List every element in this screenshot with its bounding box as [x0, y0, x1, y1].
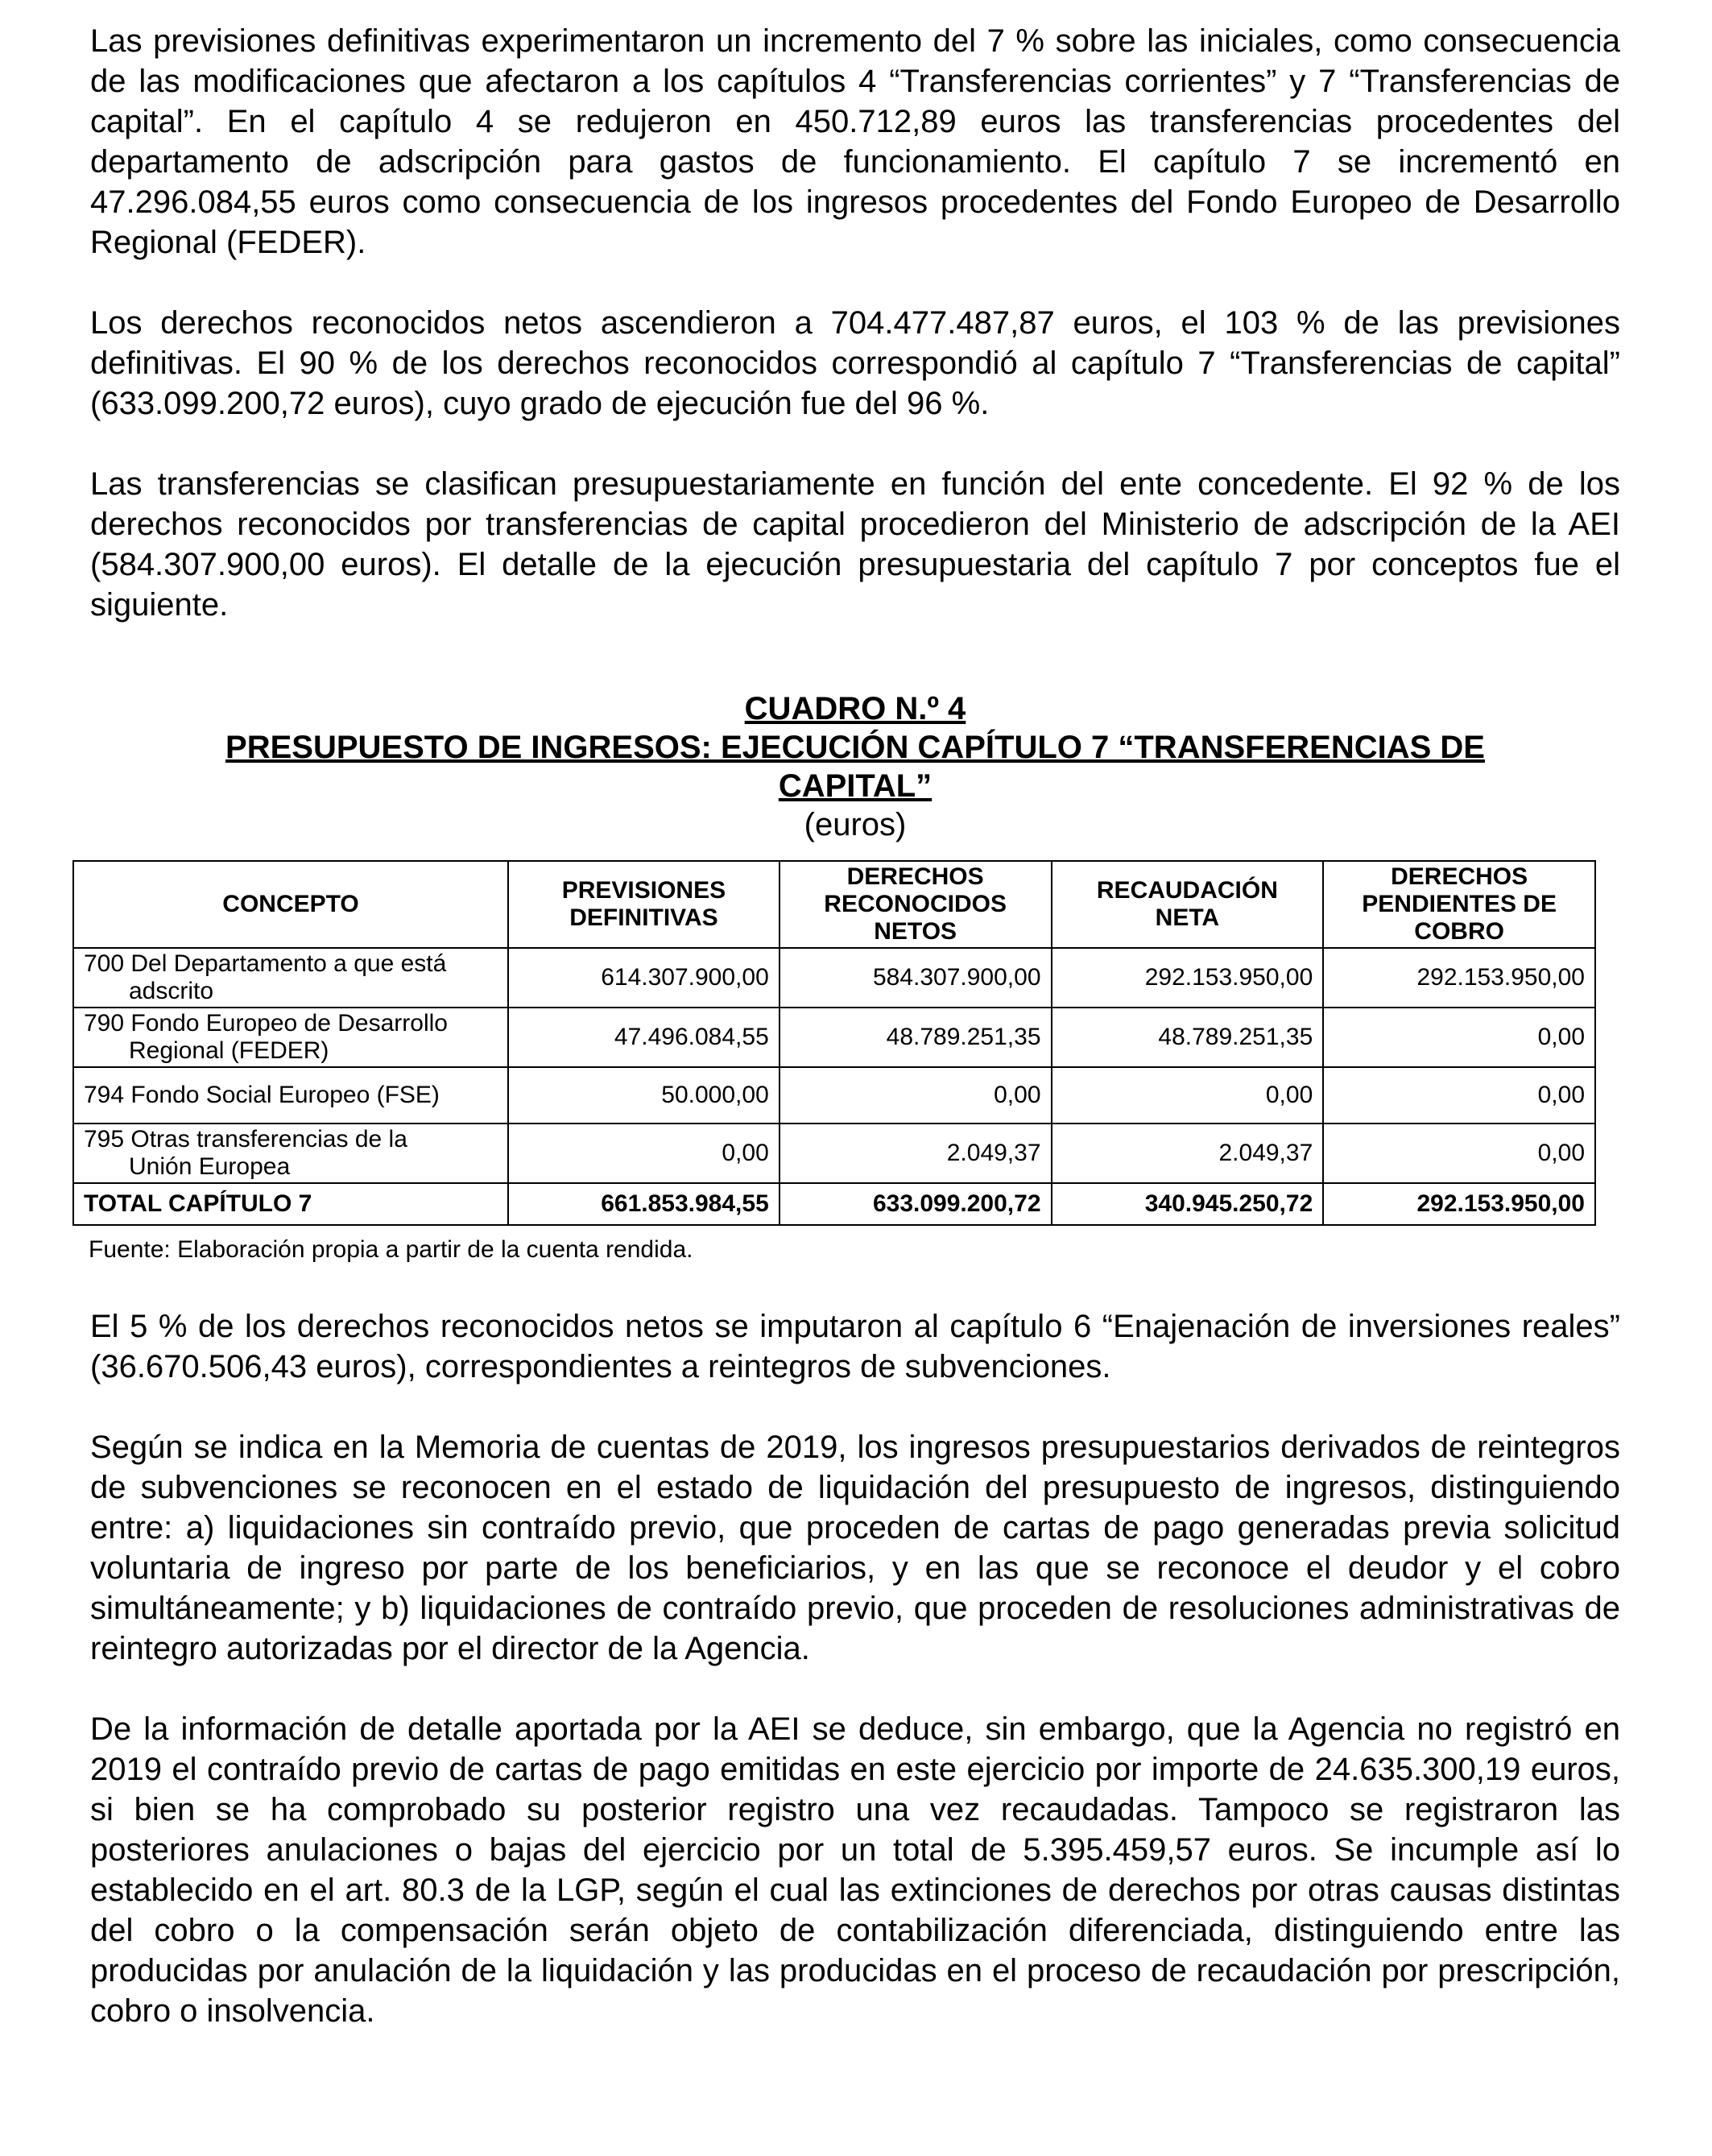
total-label: TOTAL CAPÍTULO 7 [73, 1183, 508, 1225]
cell-derechos: 2.049,37 [779, 1124, 1052, 1183]
table-row [73, 948, 1595, 1008]
cell-pendientes: 292.153.950,00 [1323, 948, 1595, 1008]
table-row [73, 1008, 1595, 1067]
spacer [90, 263, 1620, 303]
cell-derechos: 48.789.251,35 [779, 1008, 1052, 1067]
spacer [90, 1266, 1620, 1306]
table-row [73, 1067, 1595, 1124]
paragraph-derechos: Los derechos reconocidos netos ascendieron a 704.477.487,87 euros, el 103 % de las previsiones definitivas. El 90 % de los derechos reconocidos correspondió al capítulo 7 “Transferencias de capital” (633.099.200,72 euros), cuyo grado de ejecución fue del 96 %. [90, 305, 1620, 421]
concept-label: 795 Otras transferencias de la [84, 1126, 407, 1152]
cell-derechos: 584.307.900,00 [779, 948, 1052, 1008]
cell-previsiones: 0,00 [508, 1124, 779, 1183]
table-unit: (euros) [804, 807, 907, 842]
paragraph-memoria: Según se indica en la Memoria de cuentas de 2019, los ingresos presupuestarios derivados de reintegros de subvenciones se reconocen en el estado de liquidación del presupuesto de ingresos, distinguiendo entre: a) liquidaciones sin contraído previo, que proceden de cartas de pago generadas previa solicitud voluntaria de ingreso por parte de los beneficiarios, y en las que se reconoce el deudor y el cobro simultáneamente; y b) liquidaciones de contraído previo, que proceden de resoluciones administrativas de reintegro autorizadas por el director de la Agencia. [90, 1430, 1620, 1666]
table-header-row [73, 861, 1595, 948]
table-source-note: Fuente: Elaboración propia a partir de la cuenta rendida. [89, 1236, 693, 1263]
cell-pendientes: 0,00 [1323, 1124, 1595, 1183]
concept-label-continued: adscrito [129, 978, 214, 1004]
cell-concept [73, 948, 508, 1008]
concept-label-continued: Unión Europea [129, 1153, 291, 1180]
cell-concept [73, 1124, 508, 1183]
cell-previsiones: 50.000,00 [508, 1067, 779, 1124]
table-number: CUADRO N.º 4 [744, 691, 966, 726]
total-recaudacion: 340.945.250,72 [1052, 1183, 1324, 1225]
cell-recaudacion: 48.789.251,35 [1052, 1008, 1324, 1067]
table-title: PRESUPUESTO DE INGRESOS: EJECUCIÓN CAPÍTULO 7 “TRANSFERENCIAS DE CAPITAL” [225, 730, 1485, 804]
paragraph-previsiones: Las previsiones definitivas experimentaron un incremento del 7 % sobre las iniciales, como consecuencia de las modificaciones que afectaron a los capítulos 4 “Transferencias corrientes” y 7 “Transferencias de capital”. En el capítulo 4 se redujeron en 450.712,89 euros las transferencias procedentes del departamento de adscripción para gastos de funcionamiento. El capítulo 7 se incrementó en 47.296.084,55 euros como consecuencia de los ingresos procedentes del Fondo Europeo de Desarrollo Regional (FEDER). [90, 23, 1620, 260]
spacer [90, 1669, 1620, 1709]
table-title-wrap [90, 728, 1620, 805]
spacer [90, 424, 1620, 464]
header-pendientes: DERECHOS PENDIENTES DE COBRO [1323, 861, 1595, 948]
document-page [84, 21, 1620, 2031]
table-total-row [73, 1183, 1595, 1225]
cell-recaudacion: 2.049,37 [1052, 1124, 1324, 1183]
table-heading [90, 689, 1620, 844]
cell-recaudacion: 0,00 [1052, 1067, 1324, 1124]
total-pendientes: 292.153.950,00 [1323, 1183, 1595, 1225]
paragraph-transferencias: Las transferencias se clasifican presupuestariamente en función del ente concedente. El 92 % de los derechos reconocidos por transferencias de capital procedieron del Ministerio de adscripción de la AEI (584.307.900,00 euros). El detalle de la ejecución presupuestaria del capítulo 7 por conceptos fue el siguiente. [90, 466, 1620, 623]
concept-label: 700 Del Departamento a que está [84, 950, 447, 977]
cell-pendientes: 0,00 [1323, 1008, 1595, 1067]
cell-previsiones: 47.496.084,55 [508, 1008, 779, 1067]
cell-derechos: 0,00 [779, 1067, 1052, 1124]
header-recaudacion: RECAUDACIÓN NETA [1052, 861, 1324, 948]
table-row [73, 1124, 1595, 1183]
spacer [90, 1387, 1620, 1427]
header-previsiones: PREVISIONES DEFINITIVAS [508, 861, 779, 948]
concept-label-continued: Regional (FEDER) [129, 1037, 329, 1064]
cell-concept [73, 1067, 508, 1124]
cell-previsiones: 614.307.900,00 [508, 948, 779, 1008]
concept-label: 790 Fondo Europeo de Desarrollo [84, 1010, 448, 1037]
cell-recaudacion: 292.153.950,00 [1052, 948, 1324, 1008]
concept-label: 794 Fondo Social Europeo (FSE) [84, 1082, 440, 1108]
budget-table [72, 860, 1596, 1226]
total-derechos: 633.099.200,72 [779, 1183, 1052, 1225]
cell-pendientes: 0,00 [1323, 1067, 1595, 1124]
header-derechos: DERECHOS RECONOCIDOS NETOS [779, 861, 1052, 948]
header-concepto: CONCEPTO [73, 861, 508, 948]
paragraph-capitulo-6: El 5 % de los derechos reconocidos netos se imputaron al capítulo 6 “Enajenación de inversiones reales” (36.670.506,43 euros), correspondientes a reintegros de subvenciones. [90, 1309, 1620, 1384]
cell-concept [73, 1008, 508, 1067]
total-previsiones: 661.853.984,55 [508, 1183, 779, 1225]
paragraph-informacion: De la información de detalle aportada por la AEI se deduce, sin embargo, que la Agencia no registró en 2019 el contraído previo de cartas de pago emitidas en este ejercicio por importe de 24.635.300,19 euros, si bien se ha comprobado su posterior registro una vez recaudadas. Tampoco se registraron las posteriores anulaciones o bajas del ejercicio por un total de 5.395.459,57 euros. Se incumple así lo establecido en el art. 80.3 de la LGP, según el cual las extinciones de derechos por otras causas distintas del cobro o la compensación serán objeto de contabilización diferenciada, distinguiendo entre las producidas por anulación de la liquidación y las producidas en el proceso de recaudación por prescripción, cobro o insolvencia. [90, 1711, 1620, 2029]
